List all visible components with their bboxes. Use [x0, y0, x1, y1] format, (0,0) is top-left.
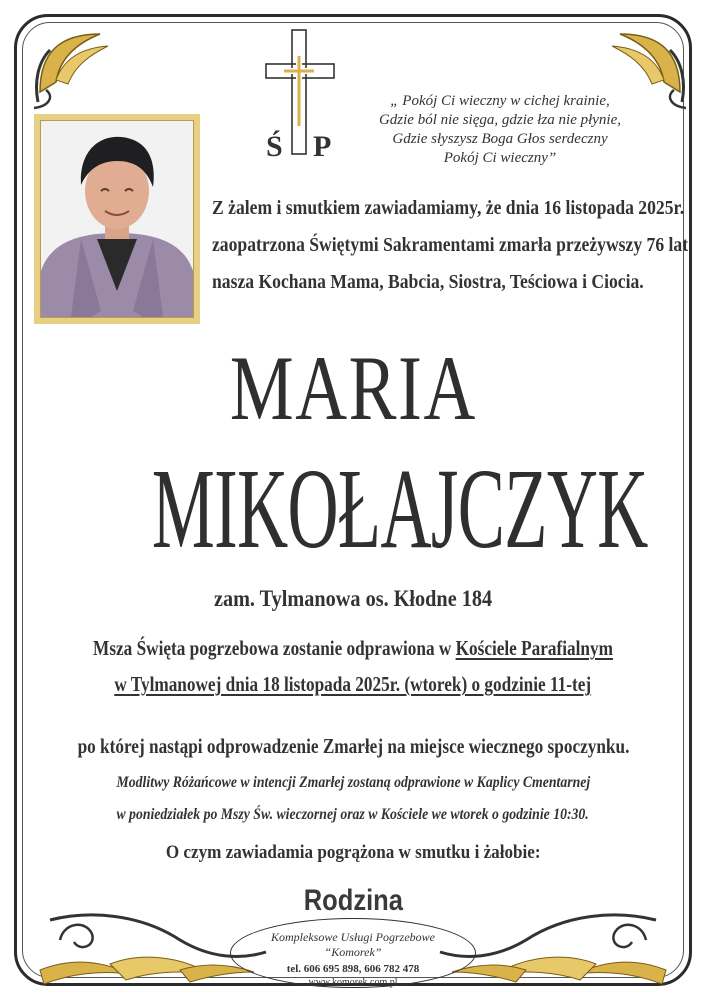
- deceased-last-name: MIKOŁAJCZYK: [151, 445, 648, 572]
- company-name: “Komorek”: [324, 945, 382, 959]
- announcement: [212, 190, 692, 301]
- mass-line-1: Msza Święta pogrzebowa zostanie odprawiona w Kościele Parafialnym: [93, 636, 613, 660]
- cross-initial-p: P: [313, 130, 332, 163]
- cross-initial-s: Ś: [266, 130, 283, 163]
- announcement-line: zaopatrzona Świętymi Sakramentami zmarła przeżywszy 76 lat: [212, 234, 689, 256]
- notice: O czym zawiadamia pogrążona w smutku i żałobie:: [165, 842, 541, 863]
- photo-frame: [34, 114, 200, 324]
- company-line-1: Kompleksowe Usługi Pogrzebowe: [271, 930, 435, 944]
- address: zam. Tylmanowa os. Kłodne 184: [213, 586, 493, 611]
- mass-line-3: po której nastąpi odprowadzenie Zmarłej na miejsce wiecznego spoczynku.: [77, 734, 629, 758]
- company-website: www.komorek.com.pl: [308, 977, 398, 988]
- poem-line: Pokój Ci wieczny”: [443, 150, 557, 166]
- family-signature: Rodzina: [303, 884, 403, 917]
- company-phone: tel. 606 695 898, 606 782 478: [286, 963, 420, 975]
- funeral-company-stamp: [230, 918, 476, 992]
- deceased-first-name: MARIA: [229, 337, 477, 439]
- poem-line: Gdzie ból nie sięga, gdzie łza nie płynie,: [378, 112, 622, 128]
- poem: [330, 92, 670, 168]
- poem-line: Gdzie słyszysz Boga Głos serdeczny: [392, 131, 608, 147]
- announcement-line: nasza Kochana Mama, Babcia, Siostra, Teściowa i Ciocia.: [212, 271, 644, 293]
- church-name: Kościele Parafialnym: [455, 636, 613, 660]
- prayer-line-2: w poniedziałek po Mszy Św. wieczornej oraz w Kościele we wtorek o godzinie 10:30.: [116, 806, 590, 823]
- ornament-top-left-icon: [30, 22, 120, 112]
- mass-line-2: w Tylmanowej dnia 18 listopada 2025r. (wtorek) o godzinie 11-tej: [114, 672, 592, 696]
- prayer-line-1: Modlitwy Różańcowe w intencji Zmarłej zostaną odprawione w Kaplicy Cmentarnej: [116, 774, 590, 791]
- announcement-line: Z żalem i smutkiem zawiadamiamy, że dnia 16 listopada 2025r.: [212, 197, 685, 219]
- portrait-photo: [40, 120, 194, 318]
- poem-line: „ Pokój Ci wieczny w cichej krainie,: [390, 93, 610, 109]
